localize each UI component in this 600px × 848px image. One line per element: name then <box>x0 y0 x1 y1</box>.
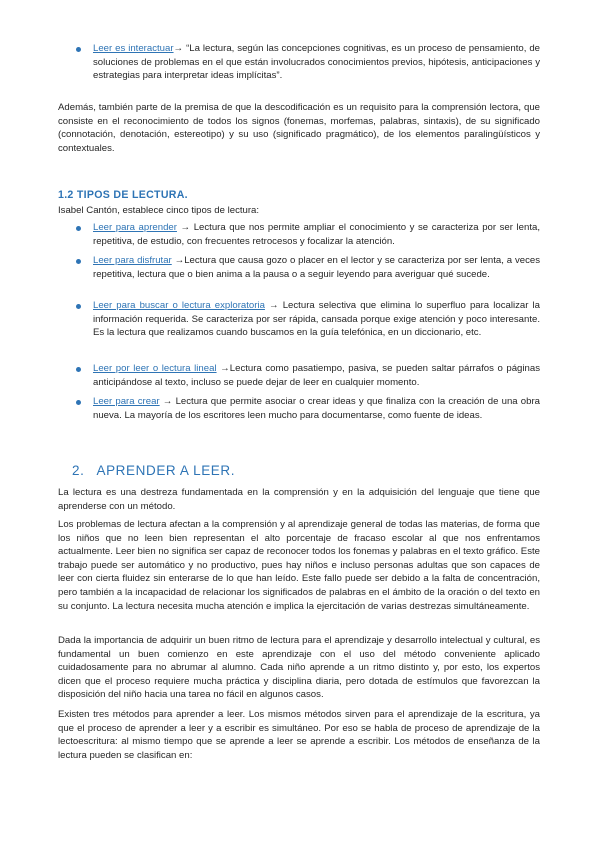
bullet-leer-es-interactuar <box>93 42 540 83</box>
link-leer-por-leer[interactable]: Leer por leer o lectura lineal <box>93 363 217 374</box>
arrow-icon: → <box>173 43 184 54</box>
list-item-leer-para-disfrutar <box>93 254 540 281</box>
list-item-text: Lectura que causa gozo o placer en el lector y se caracteriza por ser lenta, a veces repetitiva, lectura que o bien anima a la pausa o a seguir leyendo para averiguar qué sucede. <box>93 255 541 280</box>
list-item-text: Lectura que permite asociar o crear ideas y que finaliza con la creación de una obra nueva. La mayoría de los escritores leen mucho para documentarse, como fuente de ideas. <box>93 396 541 421</box>
paragraph: La lectura es una destreza fundamentada en la comprensión y en la adquisición del lenguaje que tiene que aprenderse con un método. <box>58 487 540 512</box>
section-title: APRENDER A LEER. <box>96 463 236 478</box>
bullet-dot <box>76 259 81 264</box>
arrow-icon: → <box>264 300 279 311</box>
bullet-dot <box>76 367 81 372</box>
link-leer-para-buscar[interactable]: Leer para buscar o lectura exploratoria <box>93 300 265 311</box>
list-item-leer-para-crear <box>93 395 540 422</box>
list-item-leer-para-buscar <box>93 299 540 340</box>
bullet-dot <box>76 400 81 405</box>
section-lead: Isabel Cantón, establece cinco tipos de lectura: <box>58 205 260 216</box>
arrow-icon: → <box>216 363 230 374</box>
arrow-icon: → <box>176 222 191 233</box>
bullet-text: “La lectura, según las concepciones cognitivas, es un proceso de pensamiento, de soluciones de problemas en el que están involucrados conocimientos previos, hipótesis, anticipaciones y estrategias para interpretar ideas implícitas”. <box>93 43 540 82</box>
paragraph: Dada la importancia de adquirir un buen ritmo de lectura para el aprendizaje y desarrollo intelectual y cultural, es fundamental un buen comienzo en este aprendizaje con el uso del método conveniente aplicado cuidadosamente para no abrumar al alumno. Cada niño aprende a un ritmo distinto y, por esto, los expertos dicen que el proceso requiere mucha práctica y disciplina diaria, pero dotada de estímulos que favorezcan la disposición del niño hacia una tarea no fácil en algunos casos. <box>58 635 540 701</box>
link-leer-es-interactuar[interactable]: Leer es interactuar <box>93 43 174 54</box>
bullet-dot <box>76 47 81 52</box>
paragraph: Existen tres métodos para aprender a leer. Los mismos métodos sirven para el aprendizaje de la escritura, ya que el proceso de aprender a leer y a escribir es simultáneo. Por eso se habla de proceso de aprendizaje de la lectoescritura: al mismo tiempo que se aprende a leer se aprende a escribir. Los métodos de enseñanza de la lectura pueden se clasifican en: <box>58 709 540 761</box>
list-item-text: Lectura que nos permite ampliar el conocimiento y se caracteriza por ser lenta, repetitiva, de estudio, con frecuentes retrocesos y focalizar la atención. <box>93 222 540 247</box>
bullet-dot <box>76 226 81 231</box>
paragraph: Los problemas de lectura afectan a la comprensión y al aprendizaje general de todas las materias, de forma que los niños que no leen bien representan el alto porcentaje de fracaso escolar al que nos enfrentamos actualmente. Leer bien no significa ser capaz de reconocer todos los fonemas y palabras en el texto gráfico. Este trabajo puede ser automático y no productivo, pues hay niños e incluso personas adultas que son capaces de leer con cierta fluidez sin enterarse de lo que han leído. Este fallo puede ser debido a la falta de concentración, pero también a la incapacidad de relacionar los significados de palabras en el ámbito de la oración o del texto en su conjunto. La lectura necesita mucha atención e implica la ejercitación de varias destrezas simultáneamente. <box>58 519 540 612</box>
arrow-icon: → <box>171 255 185 266</box>
link-leer-para-crear[interactable]: Leer para crear <box>93 396 160 407</box>
list-item-text: Lectura selectiva que elimina lo superfluo para localizar la información requerida. Se caracteriza por ser rápida, cansada porque exige atención y poco interesante. Es la lectura que realizamos cuando buscamos en la guía telefónica, en un diccionario, etc. <box>93 300 540 339</box>
link-leer-para-disfrutar[interactable]: Leer para disfrutar <box>93 255 172 266</box>
section-number: 2. <box>72 463 85 478</box>
section-heading-tipos-de-lectura: 1.2 TIPOS DE LECTURA. <box>58 189 188 201</box>
link-leer-para-aprender[interactable]: Leer para aprender <box>93 222 177 233</box>
section-heading-aprender-a-leer <box>58 463 235 478</box>
list-item-leer-por-leer <box>93 362 540 389</box>
list-item-text: Lectura como pasatiempo, pasiva, se pueden saltar párrafos o páginas anticipándose al texto, incluso se puede dejar de leer en cualquier momento. <box>93 363 540 388</box>
bullet-dot <box>76 304 81 309</box>
intro-paragraph: Además, también parte de la premisa de que la descodificación es un requisito para la comprensión lectora, que consiste en el reconocimiento de todos los signos (fonemas, morfemas, palabras, sintaxis), de su significado (connotación, denotación, estereotipo) y su uso (significado pragmático), de los elementos paralingüísticos y contextuales. <box>58 102 540 154</box>
list-item-leer-para-aprender <box>93 221 540 248</box>
arrow-icon: → <box>159 396 173 407</box>
